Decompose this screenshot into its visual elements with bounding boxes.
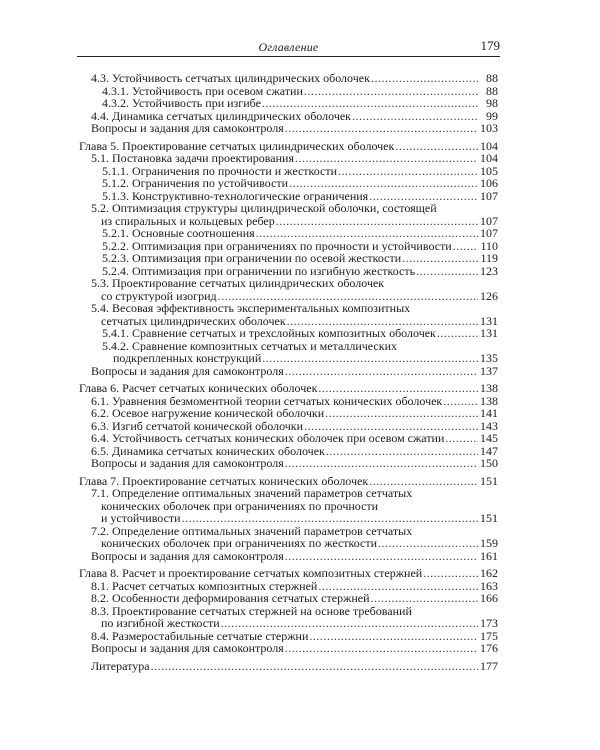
toc-chapter[interactable]: Глава 6. Расчет сетчатых конических оболочек ..... 138 [79,382,498,395]
toc-entry[interactable]: 5.2.3. Оптимизация при ограничении по осевой жесткости ..... 119 [79,252,498,265]
toc-entry-continuation[interactable]: по изгибной жесткости ..... 173 [79,617,498,630]
toc-entry[interactable]: 5.1.3. Конструктивно-технологические ограничения ..... 107 [79,190,498,203]
toc-entry[interactable]: Вопросы и задания для самоконтроля ..... 176 [79,642,498,655]
page-number: 179 [480,38,500,53]
toc-entry[interactable]: 6.1. Уравнения безмоментной теории сетчатых конических оболочек ..... 138 [79,395,498,408]
toc-entry[interactable]: 5.2.4. Оптимизация при ограничении по изгибную жесткость ..... 123 [79,265,498,278]
toc-entry[interactable]: 6.4. Устойчивость сетчатых конических оболочек при осевом сжатии ..... 145 [79,432,498,445]
toc-entry-continuation[interactable]: и устойчивости ..... 151 [79,512,498,525]
toc-entry[interactable]: 8.4. Размеростабильные сетчатые стержни ..... 175 [79,630,498,643]
toc-entry[interactable]: 4.3.1. Устойчивость при осевом сжатии ..... 88 [79,85,498,98]
toc-entry-continuation[interactable]: сетчатых цилиндрических оболочек ..... 131 [79,315,498,328]
toc-entry-continuation[interactable]: конических оболочек при ограничениях по прочности [101,498,379,513]
toc-entry[interactable]: 5.1. Постановка задачи проектирования ..... 104 [79,152,498,165]
running-title: Оглавление [258,40,319,54]
toc-entry[interactable]: 6.3. Изгиб сетчатой конической оболочки ..... 143 [79,420,498,433]
toc-entry[interactable]: 5.2.2. Оптимизация при ограничениях по прочности и устойчивости ..... 110 [79,240,498,253]
toc-entry[interactable]: 7.1. Определение оптимальных значений параметров сетчатых [91,486,413,500]
toc-chapter[interactable]: Глава 8. Расчет и проектирование сетчатых композитных стержней ..... 162 [79,567,498,580]
toc-entry-continuation[interactable]: подкрепленных конструкций ..... 135 [79,352,498,365]
toc-entry[interactable]: Вопросы и задания для самоконтроля ..... 137 [79,365,498,378]
toc-entry[interactable]: 8.1. Расчет сетчатых композитных стержней ..... 163 [79,580,498,593]
toc-entry[interactable]: Вопросы и задания для самоконтроля ..... 161 [79,550,498,563]
toc-chapter[interactable]: Глава 7. Проектирование сетчатых конических оболочек ..... 151 [79,475,498,488]
toc-entry[interactable]: 5.1.2. Ограничения по устойчивости ..... 106 [79,177,498,190]
toc-entry-continuation[interactable]: со структурой изогрид ..... 126 [79,290,498,303]
toc-chapter[interactable]: Глава 5. Проектирование сетчатых цилиндрических оболочек ..... 104 [79,140,498,153]
toc-entry[interactable]: 5.2. Оптимизация структуры цилиндрической оболочки, состоящей [91,201,437,215]
table-of-contents [79,72,498,672]
toc-entry[interactable]: 8.2. Особенности деформирования сетчатых стержней ..... 166 [79,592,498,605]
toc-entry[interactable]: 7.2. Определение оптимальных значений параметров сетчатых [91,523,413,538]
toc-entry[interactable]: 4.4. Динамика сетчатых цилиндрических оболочек ..... 99 [79,110,498,123]
toc-entry[interactable]: 5.4.2. Сравнение композитных сетчатых и металлических [102,338,398,353]
toc-entry-literature[interactable]: Литература ..... 177 [79,660,498,673]
toc-entry[interactable]: 4.3. Устойчивость сетчатых цилиндрических оболочек ..... 88 [79,72,498,85]
toc-entry[interactable]: 6.5. Динамика сетчатых конических оболочек ..... 147 [79,445,498,458]
toc-entry[interactable]: 5.4. Весовая эффективность экспериментальных композитных [91,301,411,315]
toc-entry[interactable]: 4.3.2. Устойчивость при изгибе ..... 98 [79,97,498,110]
toc-entry[interactable]: 5.1.1. Ограничения по прочности и жесткости ..... 105 [79,165,498,178]
toc-entry[interactable]: 5.2.1. Основные соотношения ..... 107 [79,227,498,240]
toc-entry[interactable]: Вопросы и задания для самоконтроля ..... 150 [79,457,498,470]
toc-entry[interactable]: 5.4.1. Сравнение сетчатых и трехслойных композитных оболочек ..... 131 [79,327,498,340]
toc-entry-continuation[interactable]: конических оболочек при ограничениях по жесткости ..... 159 [79,537,498,550]
toc-entry[interactable]: 8.3. Проектирование сетчатых стержней на основе требований [91,603,412,618]
toc-entry[interactable]: 6.2. Осевое нагружение конической оболочки ..... 141 [79,407,498,420]
toc-entry[interactable]: Вопросы и задания для самоконтроля ..... 103 [79,122,498,135]
running-header [77,38,500,57]
toc-entry[interactable]: 5.3. Проектирование сетчатых цилиндрических оболочек [91,276,385,290]
toc-entry-continuation[interactable]: из спиральных и кольцевых ребер ..... 107 [79,215,498,228]
